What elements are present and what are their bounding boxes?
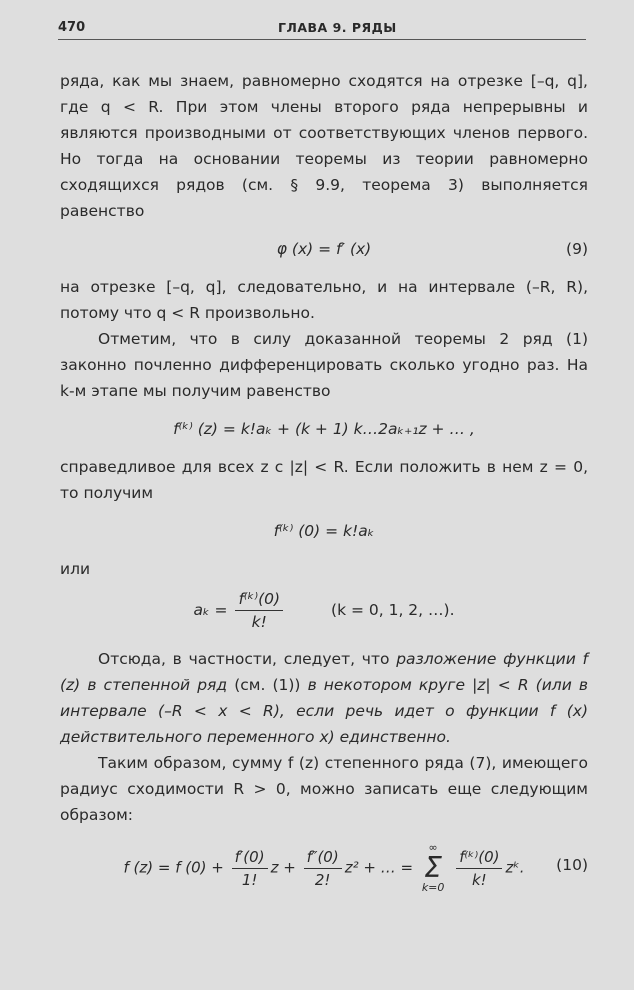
ak-fraction [235,588,283,633]
paragraph-5-italic: разложение функции f (z) в степенной ряд [60,650,588,694]
running-header [58,20,586,44]
eq10-fk-numerator: f⁽ᵏ⁾(0) [456,846,502,869]
header-rule [58,39,586,40]
ak-lhs: aₖ = [193,601,228,619]
paragraph-5-italic-2: в некотором круге |z| < R (или в интервале (–R < x < R), если речь идет о функции f (x) действительного переменного x) единственно. [60,676,589,746]
equation-ak [60,582,588,646]
equation-k-derivative [60,404,588,454]
equation-9-formula: φ (x) = f′ (x) [276,240,372,258]
eq10-f1-denominator: 1! [241,870,258,889]
word-or: или [60,560,91,578]
paragraph-5 [60,646,588,750]
equation-9 [60,224,588,274]
equation-k-formula: f⁽ᵏ⁾ (z) = k!aₖ + (k + 1) k…2aₖ₊₁z + … , [173,420,475,438]
paragraph-6: Таким образом, сумму f (z) степенного ряда (7), имеющего радиус сходимости R > 0, можно записать еще следующим образом: [60,754,588,824]
equation-at-zero [60,506,588,556]
eq10-fraction-1 [232,846,268,891]
paragraph-4: справедливое для всех z с |z| < R. Если положить в нем z = 0, то получим [60,458,588,502]
eq10-fk-var: zᵏ. [505,858,525,877]
page-number: 470 [58,20,86,35]
eq10-summation [422,842,445,894]
paragraph-5-lead: Отсюда, в частности, следует, что [98,650,397,668]
paragraph-2: на отрезке [–q, q], следовательно, и на интервале (–R, R), потому что q < R произвольно. [60,278,588,322]
equation-10 [60,828,588,908]
ak-denominator: k! [251,613,267,631]
eq10-fk-denominator: k! [471,870,487,889]
eq10-fraction-k [456,846,502,891]
paragraph-3: Отметим, что в силу доказанной теоремы 2 ряд (1) законно почленно дифференцировать сколько угодно раз. На k-м этапе мы получим равенство [60,330,588,400]
sum-symbol: Σ [424,851,442,884]
eq10-f1-numerator: f′(0) [232,846,268,869]
eq10-f2-var: z² + … = [344,858,414,877]
equation-at-zero-formula: f⁽ᵏ⁾ (0) = k!aₖ [273,522,375,540]
sum-upper-limit: ∞ [428,841,438,854]
ak-numerator: f⁽ᵏ⁾(0) [235,588,283,611]
ak-condition: (k = 0, 1, 2, …). [331,601,455,619]
eq10-fraction-2 [304,846,342,891]
eq10-lhs: f (z) = f (0) + [123,858,224,877]
eq10-f2-numerator: f″(0) [304,846,342,869]
equation-10-number: (10) [556,856,588,874]
equation-10-formula [60,842,588,894]
page-body [60,68,588,908]
paragraph-1: ряда, как мы знаем, равномерно сходятся на отрезке [–q, q], где q < R. При этом члены второго ряда непрерывны и являются производными от соответствующих членов первого. Но тогда на основании теоремы из теории равномерно сходящихся рядов (см. § 9.9, теорема 3) выполняется равенство [60,72,588,220]
paragraph-5-mid: (см. (1)) [227,676,308,694]
eq10-f2-denominator: 2! [314,870,331,889]
equation-ak-formula [60,588,588,633]
eq10-f1-var: z + [270,858,296,877]
chapter-title: ГЛАВА 9. РЯДЫ [278,20,397,35]
sum-lower-limit: k=0 [421,881,445,894]
equation-9-number: (9) [566,240,588,258]
